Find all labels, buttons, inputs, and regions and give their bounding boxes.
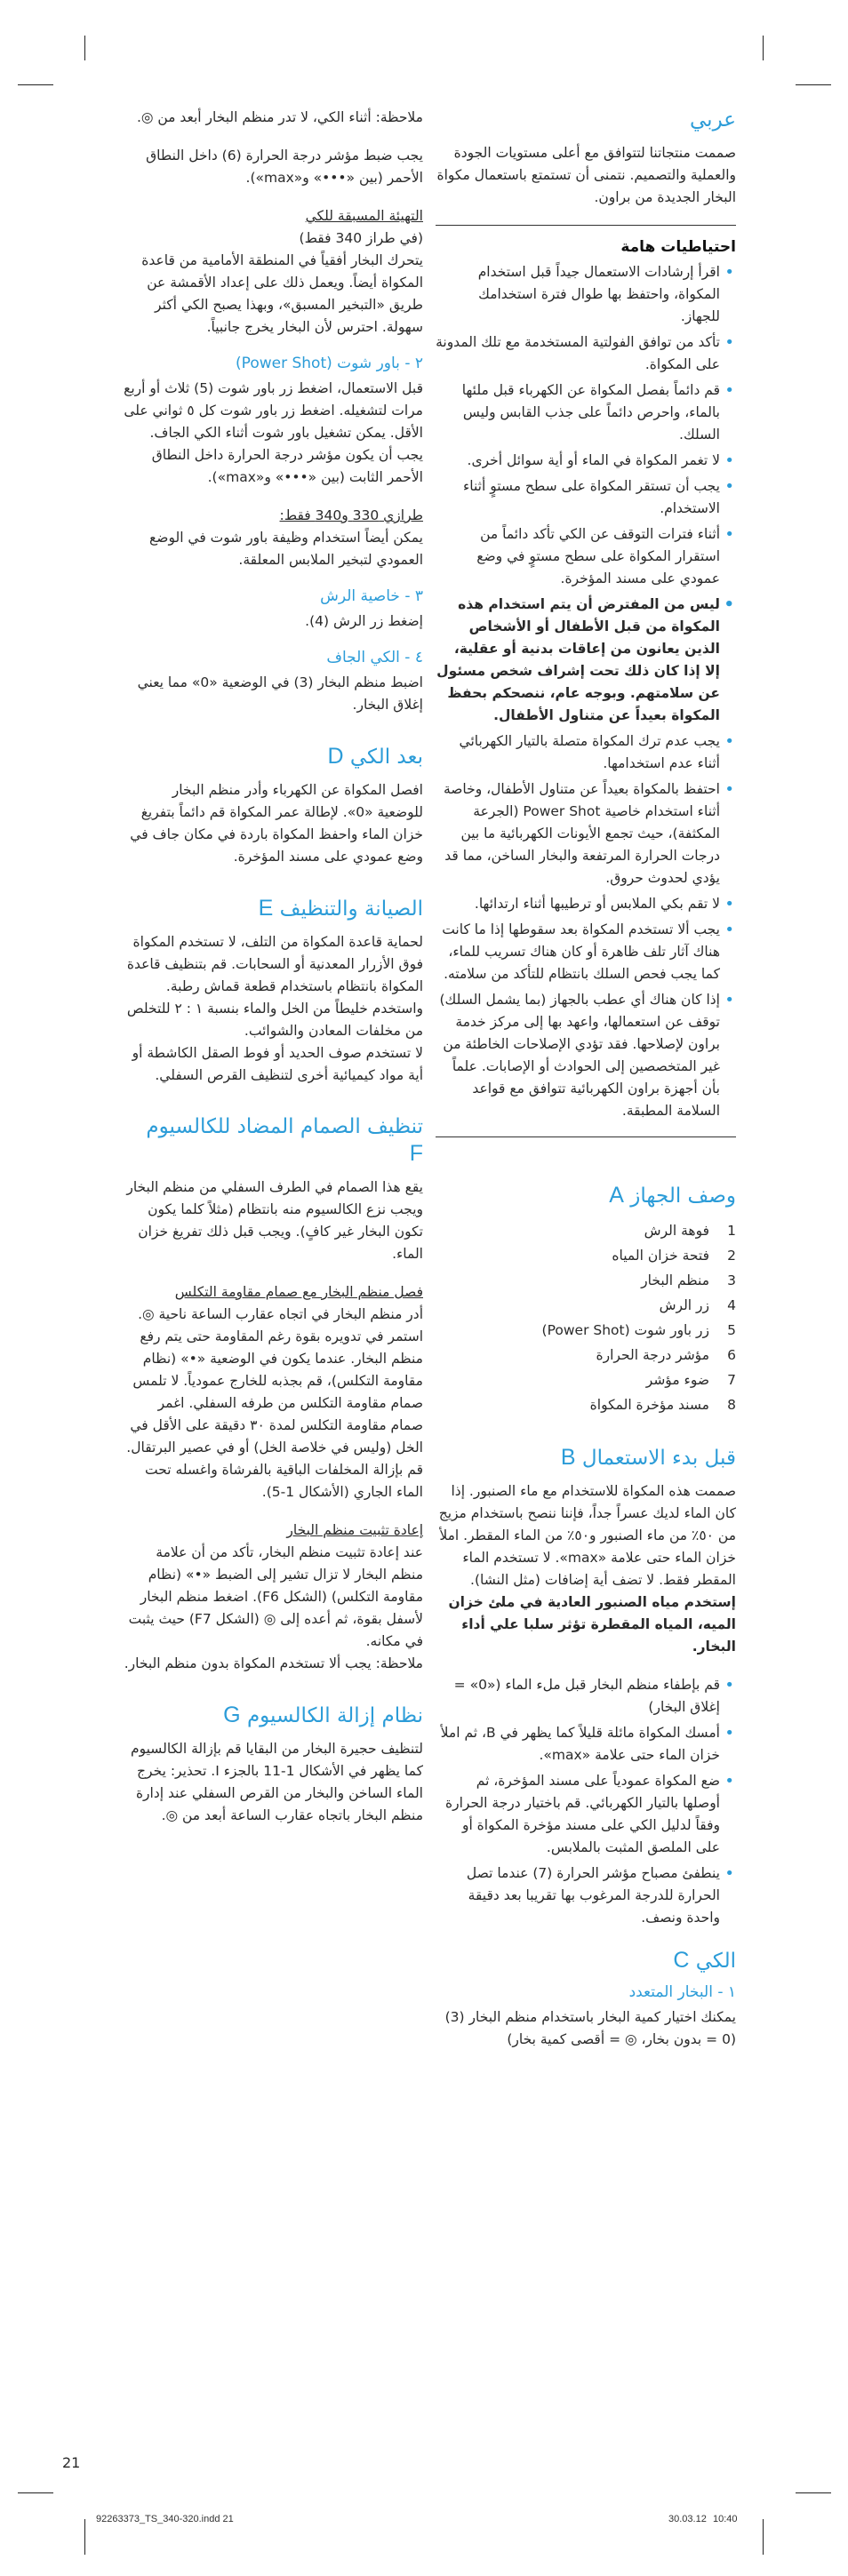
crop-mark bbox=[18, 2492, 53, 2493]
reattach-note: ملاحظة: يجب ألا تستخدم المكواة بدون منظم البخار. bbox=[124, 1655, 423, 1671]
section-a-title: وصف الجهاز bbox=[630, 1184, 736, 1208]
section-b-heading bbox=[436, 1444, 736, 1471]
crop-mark bbox=[763, 36, 764, 60]
preset-subtitle: (في طراز 340 فقط) bbox=[299, 230, 423, 246]
part-item: 1 فوهة الرش bbox=[644, 1223, 736, 1239]
part-item: 6 مؤشر درجة الحرارة bbox=[596, 1347, 736, 1363]
section-b-letter: B bbox=[560, 1445, 576, 1470]
safety-title: احتياطيات هامة bbox=[620, 238, 736, 256]
safety-item: • أثناء فترات التوقف عن الكي تأكد دائماً من استقرار المكواة على سطح مستوٍ في وضع عمودي على مسند المؤخرة. bbox=[436, 523, 736, 590]
left-column bbox=[123, 107, 423, 1843]
section-b-title: قبل بدء الاستعمال bbox=[581, 1447, 736, 1470]
divider bbox=[436, 1136, 736, 1137]
safety-item: • لا تقم بكي الملابس أو ترطيبها أثناء ارتدائها. bbox=[436, 893, 736, 915]
descale-text: لتنظيف حجيرة البخار من البقايا قم بإزالة الكالسيوم كما يظهر في الأشكال 1-11 بالجزء I. تحذير: يخرج الماء الساخن والبخار من القرص السفلي عند إدارة منظم البخار باتجاه عقارب الساعة أبعد من ◎. bbox=[131, 1741, 423, 1823]
spray-text: إضغط زر الرش (4). bbox=[305, 613, 423, 629]
before-step: • أمسك المكواة مائلة قليلاً كما يظهر في B، ثم املأ خزان الماء حتى علامة «max». bbox=[436, 1722, 736, 1767]
maintenance-text: لحماية قاعدة المكواة من التلف، لا تستخدم المكواة فوق الأزرار المعدنية أو السحابات. قم بتنظيف قاعدة المكواة بانتظام باستخدام قطعة قماش رطبة. واستخدم خليطاً من الخل والماء بنسبة ١ : ٢ للتخلص من مخلفات المعادن والشوائب. bbox=[126, 934, 423, 1039]
section-g-heading bbox=[123, 1702, 423, 1729]
vertical-title: طرازي 330 و340 فقط: bbox=[279, 507, 423, 523]
part-item: 5 زر باور شوت (Power Shot) bbox=[541, 1322, 736, 1338]
footer-time: 10:40 bbox=[713, 2514, 738, 2524]
safety-item: • اقرأ إرشادات الاستعمال جيداً قبل استخدام المكواة، واحتفظ بها طوال فترة استخدامك للجهاز. bbox=[436, 261, 736, 328]
part-item: 4 زر الرش bbox=[659, 1297, 736, 1313]
crop-mark bbox=[763, 2519, 764, 2555]
part-item: 3 منظم البخار bbox=[641, 1272, 736, 1288]
crop-mark bbox=[796, 2492, 831, 2493]
safety-item: • إذا كان هناك أي عطب بالجهاز (بما يشمل السلك) توقف عن استعمالها، واعهد بها إلى مركز خدمة براون لإصلاحها. فقد تؤدي الإصلاحات الخاطئة من غير المتخصصين إلى الحوادث أو الإصابات. علماً بأن أجهزة براون الكهربائية تتوافق مع قواعد السلامة المطبقة. bbox=[436, 989, 736, 1122]
part-item: 2 فتحة خزان المياه bbox=[612, 1248, 736, 1264]
safety-item: • لا تغمر المكواة في الماء أو أية سوائل أخرى. bbox=[436, 450, 736, 472]
part-item: 7 ضوء مؤشر bbox=[645, 1372, 736, 1388]
safety-item: • تأكد من توافق الفولتية المستخدمة مع تلك المدونة على المكواة. bbox=[436, 331, 736, 376]
language-title: عربي bbox=[690, 108, 736, 132]
before-steps bbox=[436, 1674, 736, 1929]
section-d-letter: D bbox=[327, 744, 344, 769]
page-number: 21 bbox=[62, 2454, 81, 2471]
section-d-title: بعد الكي bbox=[349, 746, 423, 769]
parts-list bbox=[436, 1218, 736, 1417]
note-text: ملاحظة: أثناء الكي، لا تدر منظم البخار أبعد من ◎. bbox=[136, 109, 423, 125]
safety-item: • يجب ألا تستخدم المكواة بعد سقوطها إذا ما كانت هناك آثار تلف ظاهرة أو كان هناك تسريب للماء، كما يجب فحص السلك بانتظام للتأكد من سلامته. bbox=[436, 919, 736, 985]
safety-list bbox=[436, 261, 736, 1122]
right-column bbox=[436, 107, 736, 2067]
section-e-heading bbox=[123, 895, 423, 922]
section-a-heading bbox=[436, 1182, 736, 1209]
steam-note: (0 = بدون بخار، ◎ = أقصى كمية بخار) bbox=[507, 2031, 736, 2047]
vertical-text: يمكن أيضاً استخدام وظيفة باور شوت في الوضع العمودي لتبخير الملابس المعلقة. bbox=[149, 530, 423, 568]
preset-text: يتحرك البخار أفقياً في المنطقة الأمامية من قاعدة المكواة أيضاً. ويعمل ذلك على إعداد الأقمشة عن طريق «التبخير المسبق»، وبهذا يصبح الكي أكثر سهولة. احترس لأن البخار يخرج جانبياً. bbox=[141, 252, 423, 335]
safety-item: • ليس من المفترض أن يتم استخدام هذه المكواة من قبل الأطفال أو الأشخاص الذين يعانون من إعاقات بدنية أو عقلية، إلا إذا كان ذلك تحت إشراف شخص مسئول عن سلامتهم. وبوجه عام، ننصحكم بحفظ المكواة بعيداً عن متناول الأطفال. bbox=[436, 594, 736, 727]
crop-mark bbox=[796, 84, 831, 85]
safety-item: • قم دائماً بفصل المكواة عن الكهرباء قبل ملئها بالماء، واحرص دائماً على جذب القابس وليس السلك. bbox=[436, 379, 736, 446]
section-d-heading bbox=[123, 743, 423, 770]
steam-text: يمكنك اختيار كمية البخار باستخدام منظم البخار (3) bbox=[444, 2009, 736, 2025]
before-text: صممت هذه المكواة للاستخدام مع ماء الصنبور. إذا كان الماء لديك عسراً جداً، فإننا ننصح باستخدام مزيج من ٥٠٪ من ماء الصنبور و٥٠٪ من الماء المقطر. املأ خزان الماء حتى علامة «max». لا تستخدم الماء المقطر فقط. لا تضف أية إضافات (مثل النشا). bbox=[438, 1483, 736, 1588]
section-g-letter: G bbox=[223, 1703, 241, 1727]
section-f-letter: F bbox=[409, 1141, 423, 1166]
preset-title: التهيئة المسبقة للكي bbox=[305, 208, 423, 224]
spray-title: ٣ - خاصية الرش bbox=[320, 587, 423, 605]
safety-item: • يجب أن تستقر المكواة على سطح مستوٍ أثناء الاستخدام. bbox=[436, 475, 736, 520]
crop-mark bbox=[18, 84, 53, 85]
power-shot-text: قبل الاستعمال، اضغط زر باور شوت (5) ثلاث أو أربع مرات لتشغيله. اضغط زر باور شوت كل ٥ ثواني على الأقل. يمكن تشغيل باور شوت أثناء الكي الجاف. يجب أن يكون مؤشر درجة الحرارة داخل النطاق الأحمر الثابت (بين «•••» و«max»). bbox=[124, 380, 423, 485]
footer-date: 30.03.12 bbox=[668, 2514, 707, 2524]
section-e-title: الصيانة والتنظيف bbox=[279, 897, 423, 921]
reattach-title: إعادة تثبيت منظم البخار bbox=[286, 1522, 423, 1538]
before-bold-note: إستخدم مياه الصنبور العادية في ملئ خزان الميه، المياه المقطرة تؤثر سلبا علي أداء البخار. bbox=[448, 1594, 736, 1655]
reattach-text: عند إعادة تثبيت منظم البخار، تأكد من أن علامة منظم البخار لا تزال تشير إلى الضبط «•» (نظام مقاومة التكلس) (الشكل F6). اضغط منظم البخار لأسفل بقوة، ثم أعده إلى ◎ (الشكل F7) حيث يثبت في مكانه. bbox=[128, 1544, 423, 1649]
crop-mark bbox=[84, 2519, 85, 2555]
section-c-letter: C bbox=[673, 1948, 690, 1973]
intro-text: صممت منتجاتنا لتتوافق مع أعلى مستويات الجودة والعملية والتصميم. نتمنى أن تستمتع باستعمال مكواة البخار الجديدة من براون. bbox=[436, 145, 736, 205]
section-c-heading bbox=[436, 1947, 736, 1974]
power-shot-title: ٢ - باور شوت (Power Shot) bbox=[236, 355, 423, 372]
safety-item: • احتفظ بالمكواة بعيداً عن متناول الأطفال، وخاصة أثناء استخدام خاصية Power Shot (الجرعة المكثفة)، حيث تجمع الأيونات الكهربائية ما بين درجات الحرارة المرتفعة والبخار الساخن، مما قد يؤدي لحدوث حروق. bbox=[436, 778, 736, 889]
section-f-title: تنظيف الصمام المضاد للكالسيوم bbox=[146, 1115, 423, 1138]
before-step: • ضع المكواة عمودياً على مسند المؤخرة، ثم أوصلها بالتيار الكهربائي. قم باختيار درجة الحرارة وفقاً لدليل الكي على مسند مؤخرة المكواة أو على الملصق المثبت بالملابس. bbox=[436, 1770, 736, 1859]
section-c-title: الكي bbox=[695, 1950, 736, 1973]
temperature-note: يجب ضبط مؤشر درجة الحرارة (6) داخل النطاق الأحمر (بين «•••» و«max»). bbox=[146, 148, 423, 186]
detach-text: أدر منظم البخار في اتجاه عقارب الساعة ناحية ◎. استمر في تدويره بقوة رغم المقاومة حتى يتم رفع منظم البخار. عندما يكون في الوضعية «•» (نظام مقاومة التكلس)، قم بجذبه للخارج عمودياً. لا تلمس صمام مقاومة التكلس من طرفه السفلي. اغمر صمام مقاومة التكلس لمدة ٣٠ دقيقة على الأقل في الخل (وليس في خلاصة الخل) أو في عصير البرتقال. قم بإزالة المخلفات الباقية بالفرشاة واغسله تحت الماء الجاري (الأشكال 1-5). bbox=[126, 1306, 423, 1500]
before-step: • ينطفئ مصباح مؤشر الحرارة (7) عندما تصل الحرارة للدرجة المرغوب بها تقريبا بعد دقيقة واحدة ونصف. bbox=[436, 1862, 736, 1929]
steam-title: ١ - البخار المتعدد bbox=[628, 1983, 736, 2001]
safety-item: • يجب عدم ترك المكواة متصلة بالتيار الكهربائي أثناء عدم استخدامها. bbox=[436, 730, 736, 775]
section-g-title: نظام إزالة الكالسيوم bbox=[246, 1704, 423, 1727]
footer-file: 92263373_TS_340-320.indd 21 bbox=[96, 2514, 234, 2524]
section-e-letter: E bbox=[258, 896, 274, 921]
divider bbox=[436, 225, 736, 226]
detach-title: فصل منظم البخار مع صمام مقاومة التكلس bbox=[174, 1284, 423, 1300]
section-a-letter: A bbox=[609, 1183, 624, 1208]
maintenance-warning: لا تستخدم صوف الحديد أو فوط الصقل الكاشطة أو أية مواد كيميائية أخرى لتنظيف القرص السفلي. bbox=[132, 1045, 423, 1083]
before-step: • قم بإطفاء منظم البخار قبل ملء الماء («0» = إغلاق البخار) bbox=[436, 1674, 736, 1719]
valve-text: يقع هذا الصمام في الطرف السفلي من منظم البخار ويجب نزع الكالسيوم منه بانتظام (مثلاً كلما يكون تكون البخار غير كافٍ). ويجب قبل ذلك تفريغ خزان الماء. bbox=[126, 1179, 423, 1262]
section-f-heading bbox=[123, 1113, 423, 1168]
dry-title: ٤ - الكي الجاف bbox=[326, 649, 423, 666]
after-text: افصل المكواة عن الكهرباء وأدر منظم البخار للوضعية «0». لإطالة عمر المكواة قم دائماً بتفريغ خزان الماء واحفظ المكواة باردة في مكان جاف في وضع عمودي على مسند المؤخرة. bbox=[130, 782, 423, 865]
dry-text: اضبط منظم البخار (3) في الوضعية «0» مما يعني إغلاق البخار. bbox=[137, 674, 423, 713]
crop-mark bbox=[84, 36, 85, 60]
part-item: 8 مسند مؤخرة المكواة bbox=[589, 1397, 736, 1413]
